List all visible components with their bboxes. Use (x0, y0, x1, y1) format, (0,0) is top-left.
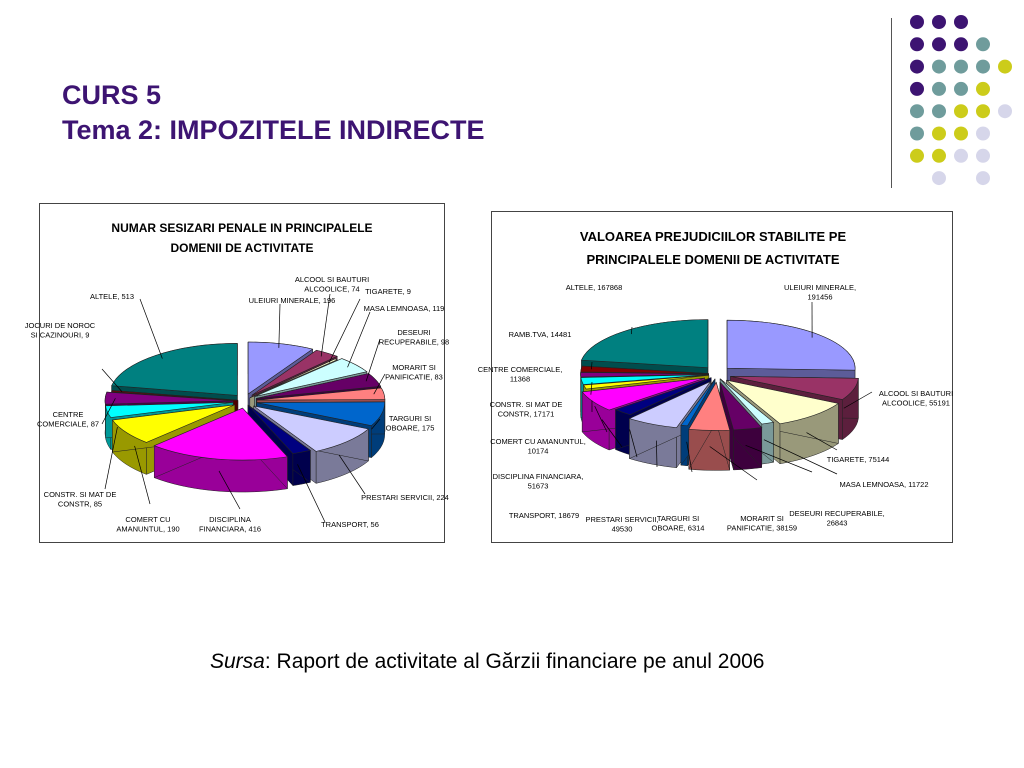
decorative-dot (954, 82, 968, 96)
decorative-dot (954, 104, 968, 118)
slice-label: TARGURI SI OBOARE, 175 (385, 414, 435, 433)
slice-label: CENTRE COMERCIALE, 11368 (477, 365, 563, 384)
title-line-2: Tema 2: IMPOZITELE INDIRECTE (62, 115, 485, 145)
decorative-dot (954, 60, 968, 74)
slice-label: ULEIURI MINERALE, 196 (248, 296, 336, 305)
chart-valoarea-prejudiciilor (477, 211, 954, 543)
leader-line (329, 299, 360, 362)
slice-label: PRESTARI SERVICII, 49530 (585, 515, 659, 534)
decorative-dot (932, 104, 946, 118)
decorative-dot (932, 37, 946, 51)
chart-title-line-1: NUMAR SESIZARI PENALE IN PRINCIPALELE (111, 221, 373, 235)
slice-label: CONSTR. SI MAT DE CONSTR, 17171 (489, 400, 563, 419)
slice-label: COMERT CU AMANUNTUL, 10174 (490, 437, 586, 456)
decorative-dot (976, 127, 990, 141)
slice-label: TRANSPORT, 56 (321, 520, 379, 529)
chart-title-line-1: VALOAREA PREJUDICIILOR STABILITE PE (579, 229, 847, 244)
source-note (210, 650, 764, 674)
divider-line (891, 18, 892, 188)
decorative-dot (910, 15, 924, 29)
slice-label: ALTELE, 167868 (565, 283, 623, 292)
pie-chart-prejudicii (477, 212, 954, 542)
slice-label: DISCIPLINA FINANCIARA, 416 (198, 515, 262, 534)
decorative-dot (910, 37, 924, 51)
slice-label: DISCIPLINA FINANCIARA, 51673 (492, 472, 584, 491)
page-title (62, 78, 485, 148)
decorative-dot (910, 149, 924, 163)
decorative-dot (910, 104, 924, 118)
decorative-dot (932, 127, 946, 141)
leader-line (348, 312, 370, 367)
decorative-dot (954, 15, 968, 29)
leader-line (279, 304, 280, 348)
decorative-dot (932, 15, 946, 29)
decorative-dot (954, 127, 968, 141)
decorative-dot (932, 82, 946, 96)
slice-label: ULEIURI MINERALE, 191456 (783, 283, 857, 302)
chart-title-line-2: PRINCIPALELE DOMENII DE ACTIVITATE (586, 252, 840, 267)
decorative-dot (954, 149, 968, 163)
slice-label: TRANSPORT, 18679 (508, 511, 580, 520)
decorative-dot (976, 60, 990, 74)
source-label: Sursa (210, 650, 265, 673)
decorative-dot (998, 60, 1012, 74)
slice-label: TARGURI SI OBOARE, 6314 (651, 514, 705, 533)
slice-label: MORARIT SI PANIFICATIE, 38159 (726, 514, 798, 533)
slice-label: TIGARETE, 75144 (826, 455, 890, 464)
decorative-dot (976, 104, 990, 118)
slice-label: PRESTARI SERVICII, 224 (361, 493, 449, 502)
decorative-dot (976, 82, 990, 96)
slice-label: MORARIT SI PANIFICATIE, 83 (385, 363, 443, 382)
slice-label: RAMB.TVA, 14481 (508, 330, 572, 339)
pie-chart-sesizari (24, 204, 450, 542)
slice-label: TIGARETE, 9 (365, 287, 411, 296)
chart-sesizari-penale (24, 203, 450, 543)
slice-label: JOCURI DE NOROC SI CAZINOURI, 9 (24, 321, 96, 340)
decorative-dot (910, 82, 924, 96)
slice-label: ALTELE, 513 (89, 292, 135, 301)
decorative-dot (910, 60, 924, 74)
decorative-dot (954, 37, 968, 51)
decorative-dot (998, 104, 1012, 118)
slice-label: MASA LEMNOASA, 11722 (839, 480, 929, 489)
decorative-dot (932, 60, 946, 74)
decorative-dot (976, 149, 990, 163)
slice-label: ALCOOL SI BAUTURI ALCOOLICE, 55191 (878, 389, 954, 408)
slice-label: CENTRE COMERCIALE, 87 (36, 410, 100, 429)
slice-label: ALCOOL SI BAUTURI ALCOOLICE, 74 (294, 275, 370, 294)
decorative-dot (976, 37, 990, 51)
decorative-dot (932, 171, 946, 185)
decorative-dot (910, 127, 924, 141)
slice-label: DESEURI RECUPERABILE, 98 (378, 328, 450, 347)
slice-label: CONSTR. SI MAT DE CONSTR, 85 (43, 490, 117, 509)
title-line-1: CURS 5 (62, 80, 162, 110)
source-text: : Raport de activitate al Gărzii financiare pe anul 2006 (264, 650, 765, 673)
slice-label: MASA LEMNOASA, 119 (363, 304, 445, 313)
slice-label: DESEURI RECUPERABILE, 26843 (789, 509, 885, 528)
leader-line (140, 299, 162, 359)
slice-label: COMERT CU AMANUNTUL, 190 (116, 515, 180, 534)
decorative-dot (932, 149, 946, 163)
decorative-dot (976, 171, 990, 185)
chart-title-line-2: DOMENII DE ACTIVITATE (170, 241, 314, 255)
